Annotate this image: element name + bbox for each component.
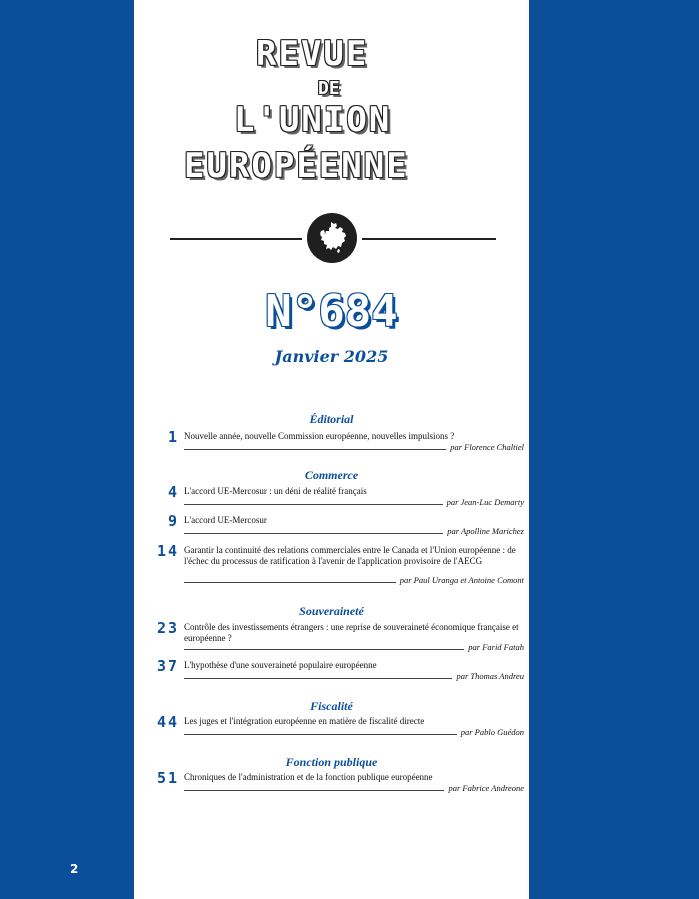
masthead-europeenne: EUROPÉENNE bbox=[184, 146, 409, 186]
entry-byline bbox=[184, 642, 524, 652]
entry-page: 14 bbox=[156, 542, 179, 560]
page-number: 2 bbox=[70, 862, 79, 876]
entry-page: 1 bbox=[167, 428, 179, 446]
masthead-union: L'UNION bbox=[234, 100, 392, 140]
europe-map-icon bbox=[307, 213, 357, 263]
section-commerce: Commerce bbox=[304, 468, 359, 482]
issue-number: N°684 bbox=[265, 286, 398, 337]
entry-author: par Pablo Guédon bbox=[460, 727, 524, 737]
entry-page: 9 bbox=[167, 512, 179, 530]
entry-byline bbox=[184, 727, 524, 737]
entry-byline bbox=[184, 442, 524, 452]
leader-rule bbox=[184, 678, 452, 679]
section-fonction-publique: Fonction publique bbox=[285, 755, 378, 769]
leader-rule bbox=[184, 734, 457, 735]
divider-left bbox=[170, 238, 302, 240]
entry-byline bbox=[184, 497, 524, 507]
section-fiscalite: Fiscalité bbox=[310, 699, 353, 713]
entry-author: par Apolline Marichez bbox=[447, 526, 524, 536]
entry-author: par Fabrice Andreone bbox=[448, 783, 524, 793]
issue-date: Janvier 2025 bbox=[274, 347, 389, 366]
divider-right bbox=[362, 238, 496, 240]
masthead-revue: REVUE bbox=[256, 34, 369, 74]
entry-author: par Jean-Luc Demarty bbox=[446, 497, 524, 507]
masthead bbox=[134, 0, 529, 200]
entry-byline bbox=[184, 671, 524, 681]
entry-page: 37 bbox=[156, 657, 179, 675]
right-blue-band bbox=[529, 0, 699, 899]
entry-title: L'accord UE-Mercosur bbox=[184, 515, 267, 525]
masthead-de: DE bbox=[318, 78, 340, 99]
leader-rule bbox=[184, 790, 444, 791]
entry-page: 23 bbox=[156, 619, 179, 637]
leader-rule bbox=[184, 449, 446, 450]
entry-byline bbox=[184, 526, 524, 536]
entry-title: L'hypothèse d'une souveraineté populaire européenne bbox=[184, 660, 377, 670]
entry-byline bbox=[184, 575, 524, 585]
entry-title: Contrôle des investissements étrangers : une reprise de souveraineté économique française et européenne ? bbox=[184, 622, 519, 643]
entry-author: par Paul Uranga et Antoine Comont bbox=[399, 575, 524, 585]
leader-rule bbox=[184, 649, 464, 650]
left-blue-band bbox=[0, 0, 134, 899]
entry-title: Les juges et l'intégration européenne en matière de fiscalité directe bbox=[184, 716, 425, 726]
entry-title: L'accord UE-Mercosur : un déni de réalité français bbox=[184, 486, 367, 496]
entry-author: par Florence Chaltiel bbox=[450, 442, 524, 452]
entry-byline bbox=[184, 783, 524, 793]
entry-page: 4 bbox=[167, 483, 179, 501]
entry-page: 51 bbox=[156, 769, 179, 787]
entry-title: Nouvelle année, nouvelle Commission européenne, nouvelles impulsions ? bbox=[184, 431, 455, 441]
section-souverainete: Souveraineté bbox=[299, 604, 364, 618]
entry-title: Chroniques de l'administration et de la fonction publique européenne bbox=[184, 772, 433, 782]
entry-author: par Thomas Andreu bbox=[456, 671, 524, 681]
section-editorial: Éditorial bbox=[309, 412, 354, 426]
leader-rule bbox=[184, 533, 443, 534]
entry-page: 44 bbox=[156, 713, 179, 731]
entry-author: par Farid Fatah bbox=[468, 642, 524, 652]
leader-rule bbox=[184, 582, 396, 583]
entry-title: Garantir la continuité des relations commerciales entre le Canada et l'Union européenne : de l'échec du processus de ratification à l'avenir de l'application provisoire de l'AECG bbox=[184, 545, 516, 566]
leader-rule bbox=[184, 504, 443, 505]
